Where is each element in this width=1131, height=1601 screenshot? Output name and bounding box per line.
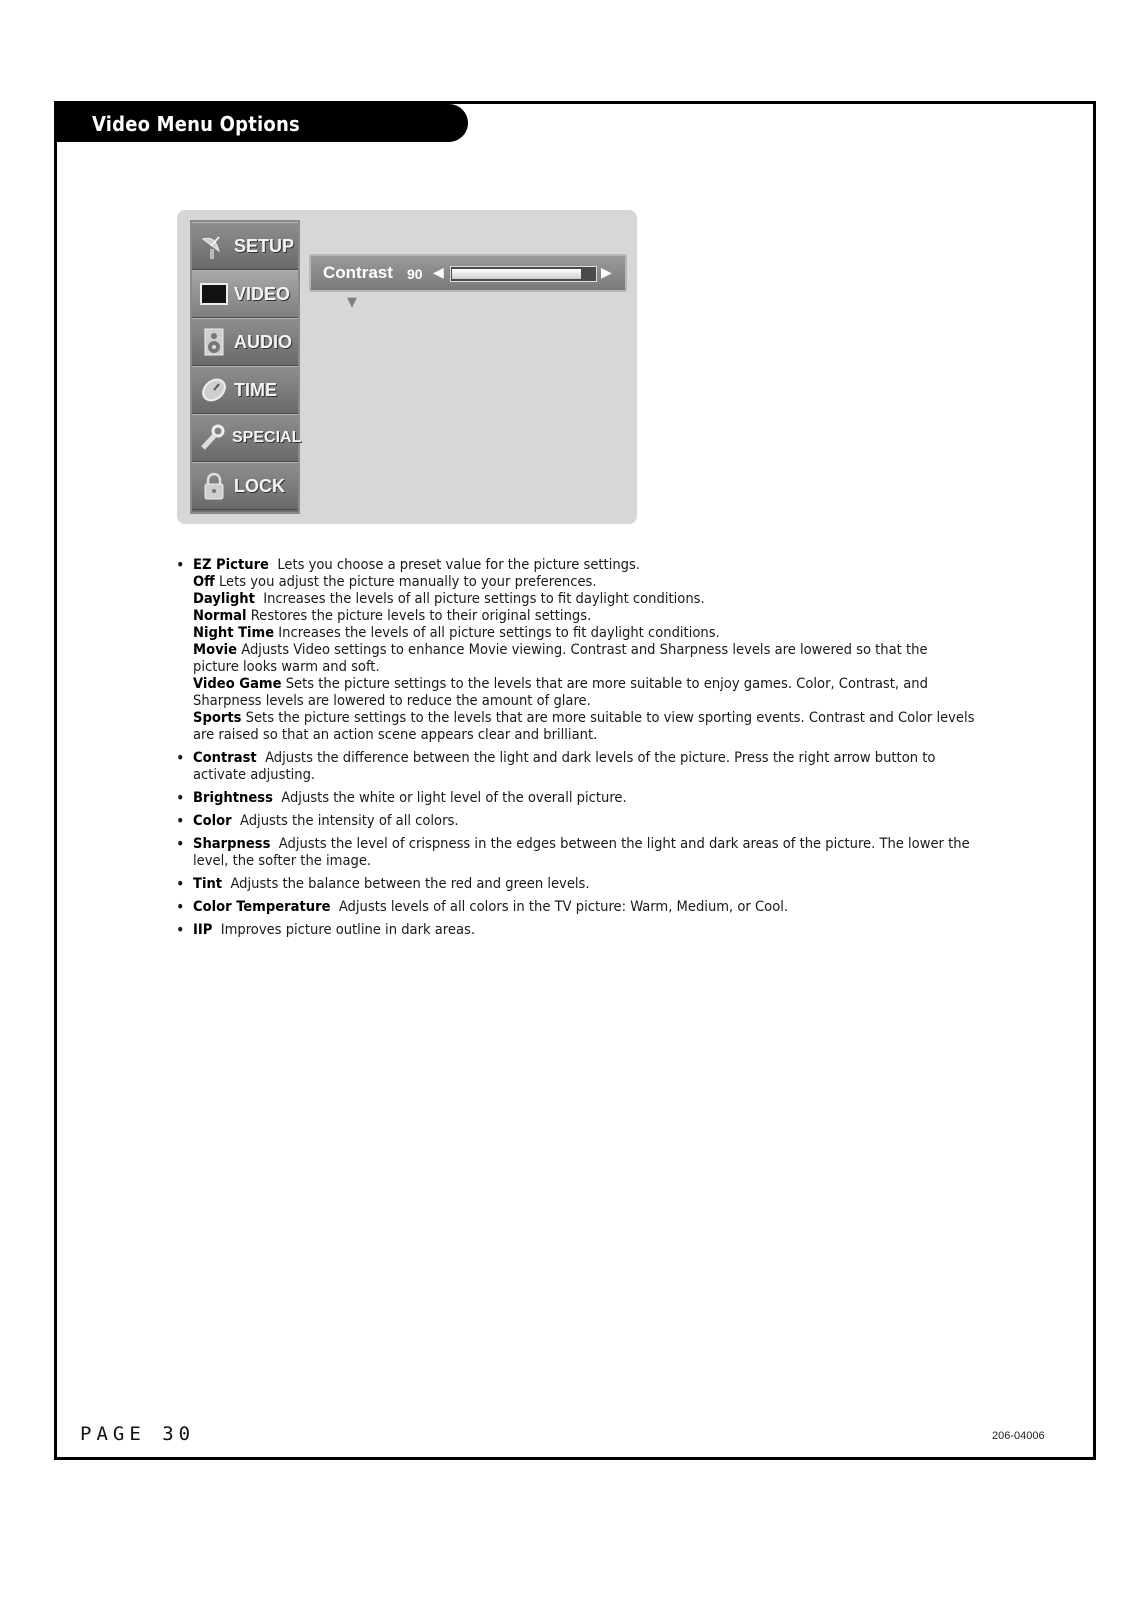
sub-description: Sets the picture settings to the levels that are more suitable to enjoy games. Color, Contrast, and Sharpness levels are lowered to reduce the amount of glare. <box>193 675 928 709</box>
page-number: PAGE 30 <box>80 1423 196 1445</box>
satellite-dish-icon <box>198 230 230 262</box>
sub-item <box>193 607 976 624</box>
description: Adjusts the difference between the light and dark levels of the picture. Press the right arrow button to activate adjusting. <box>193 749 936 783</box>
osd-side-menu <box>190 220 300 514</box>
sub-item <box>193 590 976 607</box>
sub-term: Daylight <box>193 590 255 607</box>
contrast-value: 90 <box>407 266 423 282</box>
tv-screen-icon <box>198 278 230 310</box>
sub-description: Restores the picture levels to their original settings. <box>250 607 592 624</box>
list-item <box>176 835 976 869</box>
menu-item-audio[interactable] <box>192 318 298 366</box>
wrench-icon <box>198 422 228 454</box>
term: Tint <box>193 875 223 892</box>
list-item <box>176 789 976 806</box>
description: Adjusts the intensity of all colors. <box>240 812 459 829</box>
menu-item-setup[interactable] <box>192 222 298 270</box>
sub-item <box>193 573 976 590</box>
sub-term: Off <box>193 573 215 590</box>
sub-description: Sets the picture settings to the levels that are more suitable to view sporting events. Contrast and Color levels are raised so that an action scene appears clear and brilliant. <box>193 709 975 743</box>
sub-item <box>193 709 976 743</box>
menu-item-special[interactable] <box>192 414 302 462</box>
sub-term: Night Time <box>193 624 275 641</box>
padlock-icon <box>198 470 230 502</box>
term: IIP <box>193 921 213 938</box>
description: Adjusts the white or light level of the overall picture. <box>281 789 627 806</box>
sub-term: Movie <box>193 641 238 658</box>
term: Color <box>193 812 232 829</box>
menu-item-lock[interactable] <box>192 462 298 510</box>
sub-description: Adjusts Video settings to enhance Movie viewing. Contrast and Sharpness levels are lowered so that the picture looks warm and soft. <box>193 641 928 675</box>
slider-fill <box>452 269 581 279</box>
left-arrow-icon[interactable]: ◀ <box>433 265 444 281</box>
contrast-slider[interactable] <box>450 266 597 282</box>
sub-description: Lets you adjust the picture manually to your preferences. <box>218 573 597 590</box>
term: Contrast <box>193 749 257 766</box>
sub-item <box>193 675 976 709</box>
sub-item <box>193 624 976 641</box>
document-code: 206-04006 <box>992 1430 1045 1442</box>
menu-label: SPECIAL <box>232 429 302 446</box>
term: Brightness <box>193 789 273 806</box>
term: Sharpness <box>193 835 271 852</box>
list-item <box>176 556 976 743</box>
term: Color Temperature <box>193 898 331 915</box>
sub-description: Increases the levels of all picture settings to fit daylight conditions. <box>263 590 705 607</box>
right-arrow-icon[interactable]: ▶ <box>601 265 612 281</box>
speaker-icon <box>198 326 230 358</box>
menu-label: SETUP <box>234 235 295 256</box>
sub-term: Normal <box>193 607 247 624</box>
page-title: Video Menu Options <box>92 112 300 136</box>
list-item <box>176 921 976 938</box>
term: EZ Picture <box>193 556 269 573</box>
contrast-adjust-bar[interactable] <box>309 254 627 292</box>
clock-icon <box>198 374 230 406</box>
sub-term: Sports <box>193 709 242 726</box>
list-item <box>176 875 976 892</box>
osd-menu-screenshot <box>177 210 637 524</box>
list-item <box>176 749 976 783</box>
menu-label: LOCK <box>234 475 285 496</box>
option-descriptions <box>176 556 976 944</box>
description: Adjusts the level of crispness in the edges between the light and dark areas of the picture. The lower the level, the softer the image. <box>193 835 970 869</box>
sub-item <box>193 641 976 675</box>
contrast-label: Contrast <box>323 263 393 282</box>
list-item <box>176 812 976 829</box>
menu-label: TIME <box>234 379 277 400</box>
description: Adjusts levels of all colors in the TV picture: Warm, Medium, or Cool. <box>338 898 789 915</box>
menu-label: AUDIO <box>234 331 292 352</box>
description: Lets you choose a preset value for the picture settings. <box>277 556 641 573</box>
description: Improves picture outline in dark areas. <box>220 921 475 938</box>
down-arrow-icon: ▼ <box>347 295 357 310</box>
description: Adjusts the balance between the red and green levels. <box>230 875 590 892</box>
menu-label: VIDEO <box>234 283 291 304</box>
sub-description: Increases the levels of all picture settings to fit daylight conditions. <box>278 624 720 641</box>
menu-item-time[interactable] <box>192 366 298 414</box>
sub-term: Video Game <box>193 675 282 692</box>
menu-item-video[interactable] <box>192 270 298 318</box>
list-item <box>176 898 976 915</box>
